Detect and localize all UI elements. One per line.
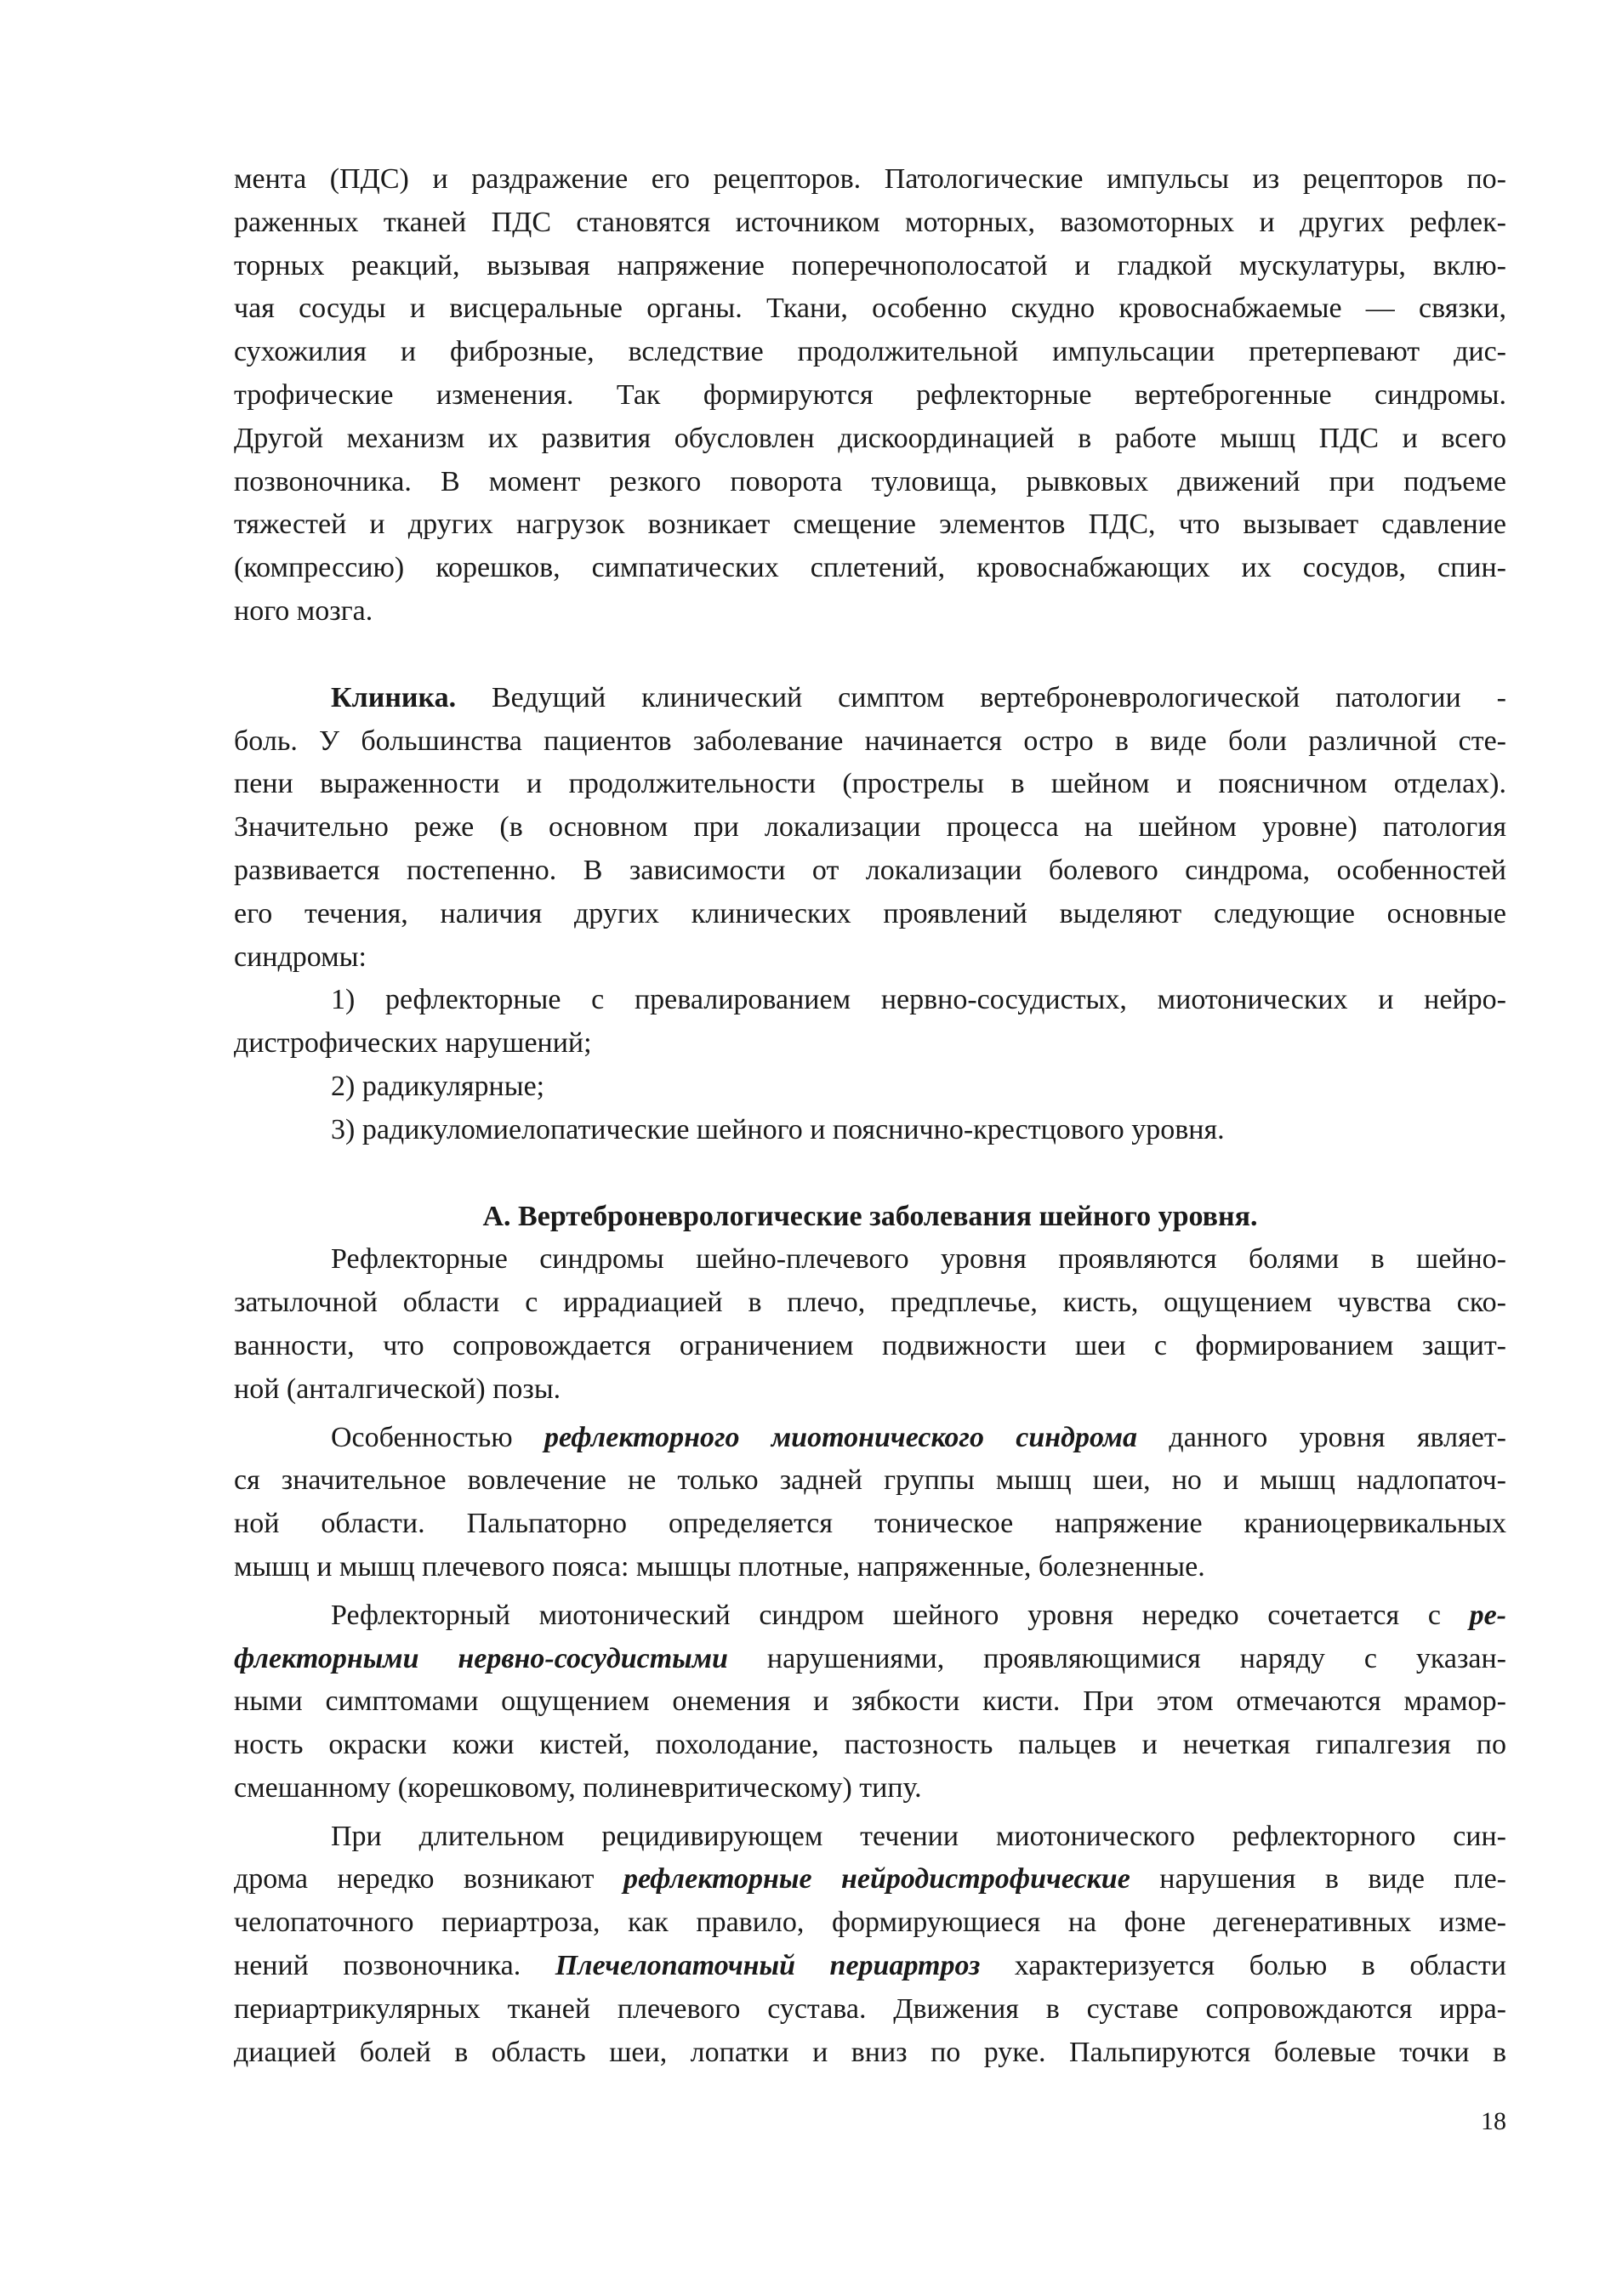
text-line: трофические изменения. Так формируются рефлекторные вертеброгенные синдромы. [234,378,1506,411]
text-line: мента (ПДС) и раздражение его рецепторов. Патологические импульсы из рецепторов по- [234,163,1506,195]
text-line: сухожилия и фиброзные, вследствие продолжительной импульсации претерпевают дис- [234,336,1506,368]
paragraph-myotonic [234,1417,1506,1589]
text-line: Другой механизм их развития обусловлен дискоординацией в работе мышц ПДС и всего [234,422,1506,454]
text-run: нарушения в виде пле- [1130,1863,1507,1895]
text-line: тяжестей и других нагрузок возникает смещение элементов ПДС, что вызывает сдавление [234,509,1506,541]
paragraph-neurovascular [234,1594,1506,1810]
text-line [234,677,1506,720]
text-run: нений позвоночника. [234,1950,555,1982]
section-heading: А. Вертеброневрологические заболевания шейного уровня. [482,1200,1258,1232]
paragraph-clinic [234,677,1506,980]
list-item-continuation: дистрофических нарушений; [234,1027,592,1060]
text-line: его течения, наличия других клинических проявлений выделяют следующие основные [234,897,1506,929]
text-line: периартрикулярных тканей плечевого сустава. Движения в суставе сопровождаются ирра- [234,1992,1506,2025]
text-line: челопаточного периартроза, как правило, формирующиеся на фоне дегенеративных изме- [234,1907,1506,1939]
text-line [234,1638,1506,1681]
paragraph-neurodystrophic [234,1816,1506,2075]
paragraph-pathogenesis [234,158,1506,634]
text-line: раженных тканей ПДС становятся источником моторных, вазомоторных и других рефлек- [234,206,1506,238]
text-line [234,1594,1506,1638]
clinic-heading: Клиника. [331,681,457,713]
list-item: 1) рефлекторные с превалированием нервно-сосудистых, миотонических и нейро- [331,984,1506,1016]
text-line: ного мозга. [234,594,373,627]
term-emphasis: флекторными нервно-сосудистыми [234,1642,728,1674]
text-line: смешанному (корешковому, полиневритическому) типу. [234,1771,922,1804]
text-line: боль. У большинства пациентов заболевание начинается остро в виде боли различной сте- [234,725,1506,757]
text-line: мышц и мышц плечевого пояса: мышцы плотные, напряженные, болезненные. [234,1550,1205,1583]
text-line: синдромы: [234,941,367,973]
page-number: 18 [1481,2107,1506,2135]
list-item: 3) радикуломиелопатические шейного и пояснично-крестцового уровня. [331,1113,1225,1145]
text-run: данного уровня являет- [1137,1421,1507,1453]
text-line: ной (анталгической) позы. [234,1372,561,1405]
text-line: ность окраски кожи кистей, похолодание, пастозность пальцев и нечеткая гипалгезия по [234,1729,1506,1761]
text-line [234,1858,1506,1901]
text-run: Рефлекторный миотонический синдром шейного уровня нередко сочетается с [331,1599,1470,1631]
text-line: ся значительное вовлечение не только задней группы мышц шеи, но и мышц надлопаточ- [234,1464,1506,1497]
text-line: затылочной области с иррадиацией в плечо, предплечье, кисть, ощущением чувства ско- [234,1287,1506,1319]
text-line: позвоночника. В момент резкого поворота туловища, рывковых движений при подъеме [234,465,1506,497]
text-line: ной области. Пальпаторно определяется тоническое напряжение краниоцервикальных [234,1508,1506,1540]
term-emphasis: рефлекторного миотонического синдрома [544,1421,1138,1453]
section-cervical [234,1196,1506,1412]
text-line: При длительном рецидивирующем течении миотонического рефлекторного син- [331,1820,1506,1852]
term-emphasis: Плечелопаточный периартроз [555,1950,981,1982]
text-run: дрома нередко возникают [234,1863,623,1895]
document-page [234,158,1506,2074]
term-emphasis: рефлекторные нейродистрофические [623,1863,1130,1895]
syndrome-list [234,979,1506,1151]
clinic-first-line-text: Ведущий клинический симптом вертеброневрологической патологии - [456,681,1506,713]
term-emphasis: ре- [1469,1599,1506,1631]
text-run: Особенностью [331,1421,545,1453]
text-line [234,1417,1506,1460]
text-line: Рефлекторные синдромы шейно-плечевого уровня проявляются болями в шейно- [331,1243,1506,1276]
text-line [234,1945,1506,1988]
text-line: пени выраженности и продолжительности (прострелы в шейном и поясничном отделах). [234,768,1506,800]
text-line: (компрессию) корешков, симпатических сплетений, кровоснабжающих их сосудов, спин- [234,552,1506,584]
text-line: ванности, что сопровождается ограничением подвижности шеи с формированием защит- [234,1329,1506,1361]
text-line: ными симптомами ощущением онемения и зябкости кисти. При этом отмечаются мрамор- [234,1685,1506,1718]
text-line: Значительно реже (в основном при локализации процесса на шейном уровне) патология [234,811,1506,844]
list-item: 2) радикулярные; [331,1070,545,1102]
text-line: чая сосуды и висцеральные органы. Ткани, особенно скудно кровоснабжаемые — связки, [234,293,1506,325]
text-line: диацией болей в область шеи, лопатки и вниз по руке. Пальпируются болевые точки в [234,2036,1506,2068]
text-run: нарушениями, проявляющимися наряду с указан- [727,1642,1506,1674]
text-run: характеризуется болью в области [980,1950,1506,1982]
text-line: торных реакций, вызывая напряжение поперечнополосатой и гладкой мускулатуры, вклю- [234,249,1506,281]
text-line: развивается постепенно. В зависимости от локализации болевого синдрома, особенностей [234,854,1506,886]
